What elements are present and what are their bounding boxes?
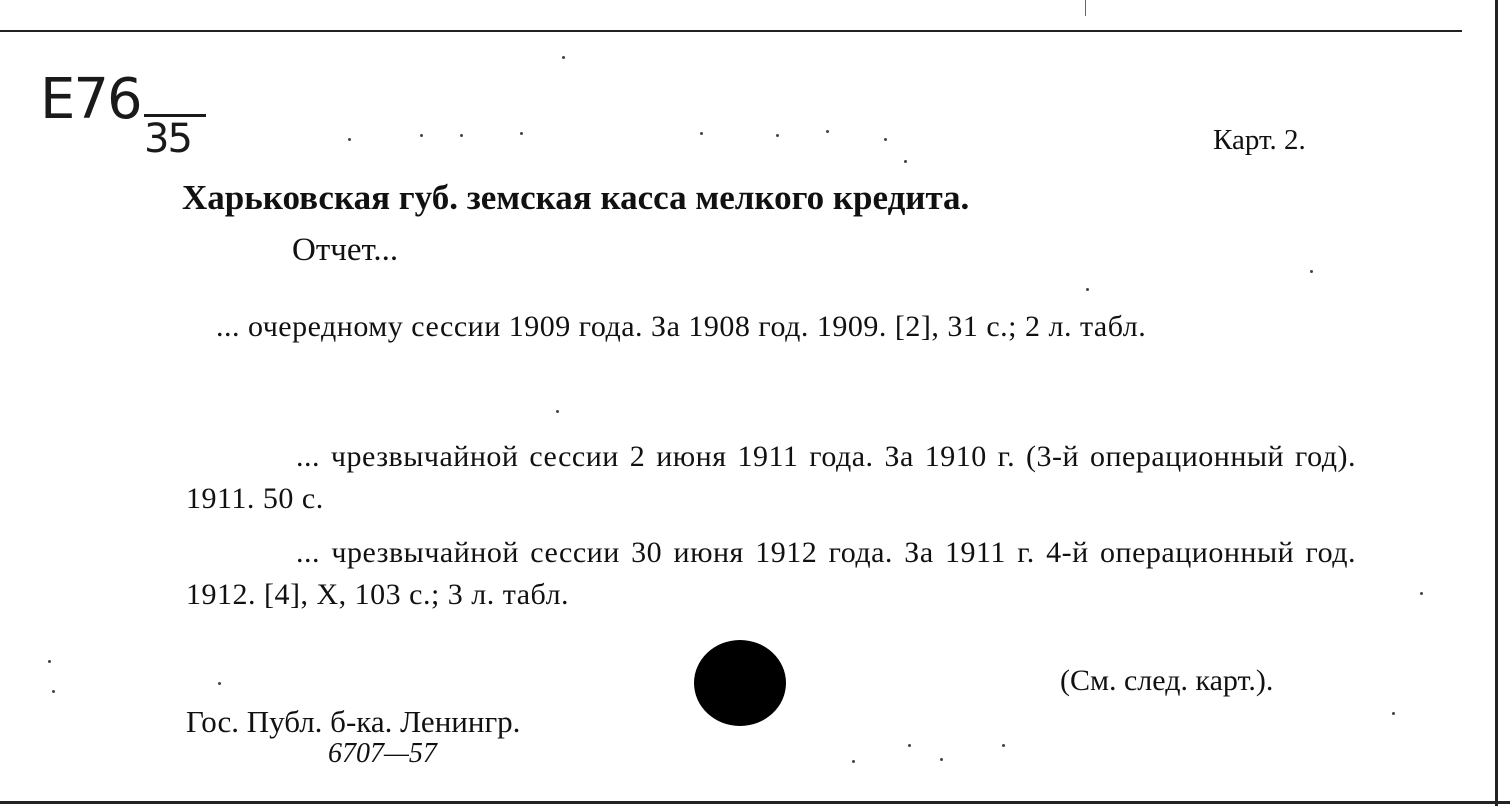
top-border-line: [0, 30, 1462, 32]
entry-1912: ... чрезвычайной сессии 30 июня 1912 года. За 1911 г. 4-й операционный год. 1912. [4], X, 103 с.; 3 л. табл.: [186, 536, 1356, 611]
library-code: 6707—57: [328, 738, 437, 769]
scan-speck: [884, 138, 887, 141]
scan-speck: [904, 160, 907, 163]
punch-hole: [694, 640, 786, 726]
scan-speck: [1002, 744, 1005, 747]
scan-speck: [52, 690, 55, 693]
scan-speck: [1420, 592, 1423, 595]
scan-speck: [776, 134, 779, 137]
scan-speck: [1086, 288, 1089, 291]
continuation-note: (См. след. карт.).: [1060, 664, 1274, 697]
shelfmark-main: E76: [40, 67, 141, 132]
shelfmark-sub: 35: [144, 114, 206, 159]
card-subheading: Отчет...: [292, 232, 399, 268]
card-heading: Харьковская губ. земская касса мелкого кредита.: [182, 178, 970, 217]
bottom-border-line: [0, 801, 1510, 804]
scan-speck: [562, 56, 565, 59]
scan-speck: [348, 138, 351, 141]
entry-1909: ... очередному сессии 1909 года. За 1908 год. 1909. [2], 31 с.; 2 л. табл.: [216, 310, 1147, 343]
scan-speck: [48, 660, 51, 663]
scan-speck: [556, 410, 559, 413]
scan-speck: [700, 132, 703, 135]
entry-1911: ... чрезвычайной сессии 2 июня 1911 года. За 1910 г. (3-й операционный год). 1911. 50 с.: [186, 440, 1356, 515]
library-name: Гос. Публ. б-ка. Ленингр.: [186, 704, 521, 739]
scan-speck: [460, 134, 463, 137]
top-tick-mark: [1085, 0, 1086, 16]
card-number: Карт. 2.: [1213, 124, 1306, 156]
handwritten-shelfmark: [40, 67, 191, 162]
scan-speck: [1310, 270, 1313, 273]
scan-speck: [420, 134, 423, 137]
scan-speck: [520, 132, 523, 135]
scan-speck: [940, 758, 943, 761]
scan-speck: [1392, 712, 1395, 715]
scan-speck: [852, 760, 855, 763]
scan-speck: [826, 130, 829, 133]
scan-speck: [218, 682, 221, 685]
right-border-line: [1495, 0, 1498, 806]
scan-speck: [908, 744, 911, 747]
